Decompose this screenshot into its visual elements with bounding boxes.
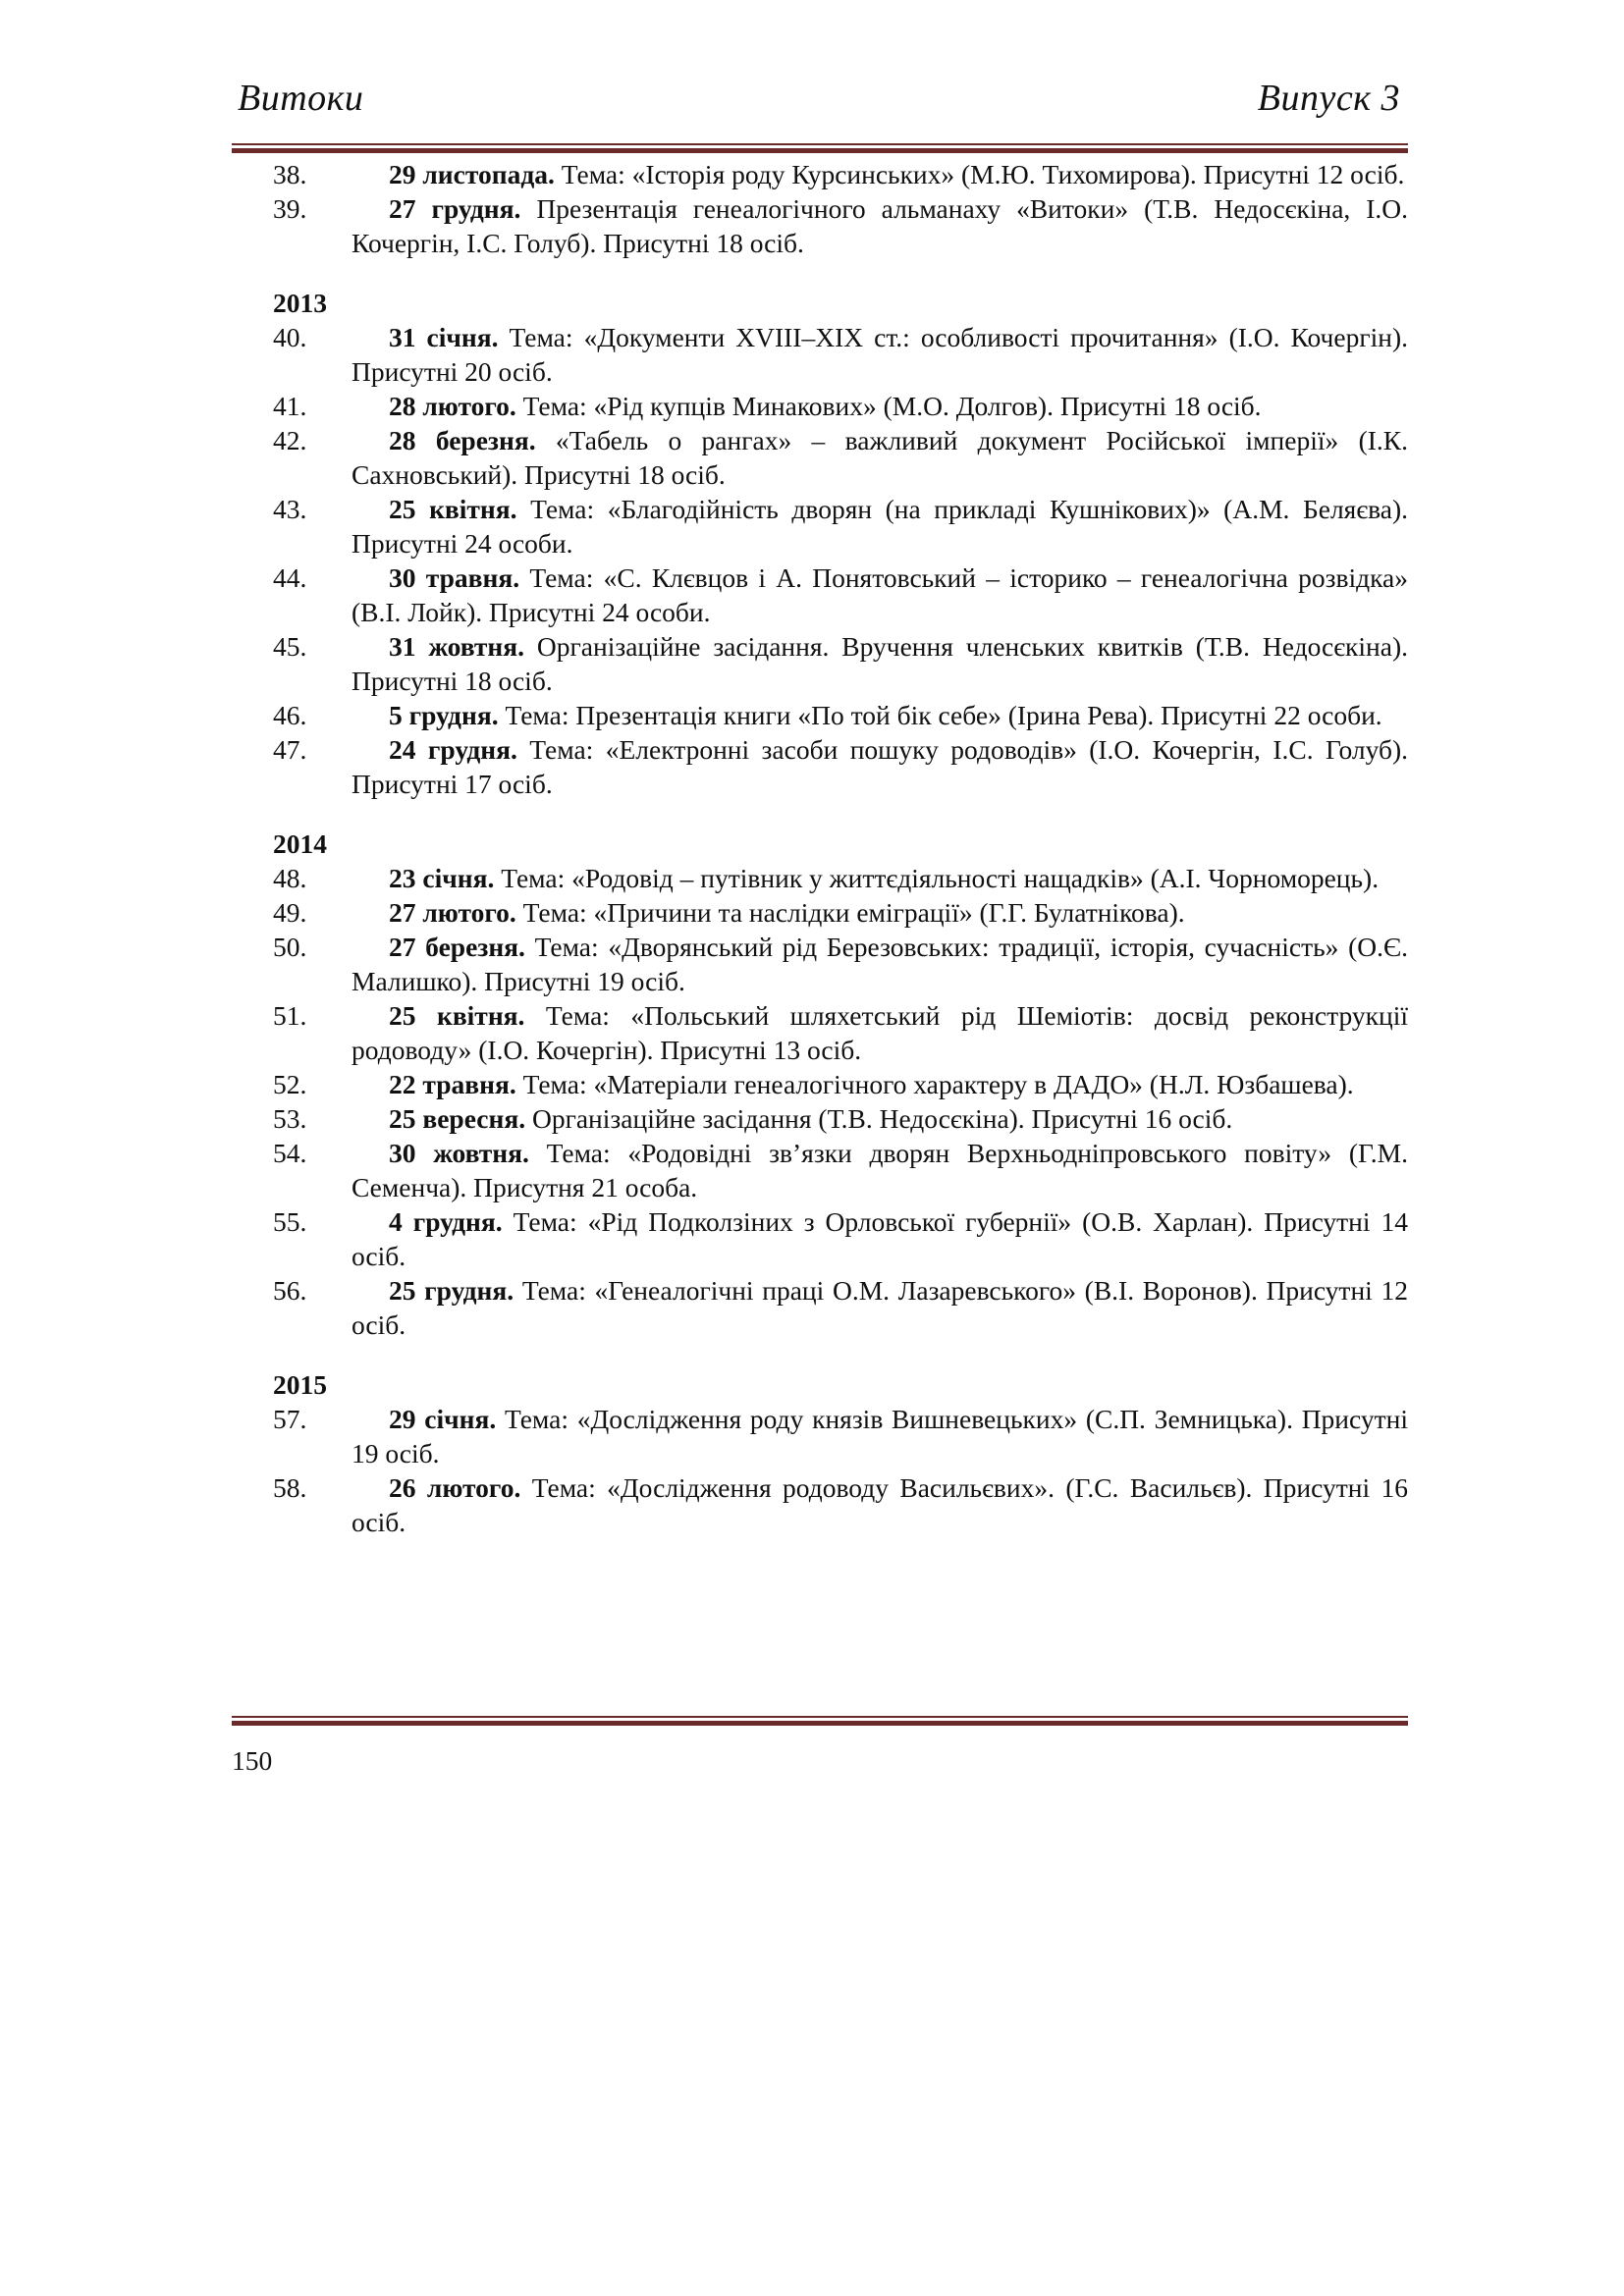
meeting-entry xyxy=(273,191,1408,260)
meeting-entry xyxy=(273,895,1408,930)
entry-text: Тема: «Дослідження роду князів Вишневецьких» (С.П. Земницька). Присутні 19 осіб. xyxy=(352,1404,1408,1468)
entry-date: 30 травня. xyxy=(389,562,520,593)
meeting-entry xyxy=(273,1136,1408,1204)
entry-number: 48. xyxy=(273,863,307,893)
entry-date: 25 вересня. xyxy=(389,1103,526,1134)
entry-number: 47. xyxy=(273,734,307,765)
entry-date: 30 жовтня. xyxy=(389,1138,529,1168)
meeting-entry xyxy=(273,389,1408,423)
entry-date: 5 грудня. xyxy=(389,700,499,730)
page-number: 150 xyxy=(232,1745,273,1776)
entry-text: Тема: «Родовідні зв’язки дворян Верхньодніпровського повіту» (Г.М. Семенча). Присутня 21 особа. xyxy=(352,1138,1408,1202)
entry-number: 45. xyxy=(273,631,307,662)
meeting-entry xyxy=(273,998,1408,1067)
entry-number: 56. xyxy=(273,1275,307,1306)
entry-body xyxy=(273,1273,1408,1342)
entry-body xyxy=(273,998,1408,1067)
meeting-entry xyxy=(273,930,1408,998)
entry-number: 53. xyxy=(273,1103,307,1134)
entry-body xyxy=(273,389,1408,423)
entry-body xyxy=(273,861,1408,895)
entry-number: 43. xyxy=(273,494,307,524)
entry-body xyxy=(273,1204,1408,1273)
entry-number: 44. xyxy=(273,562,307,593)
entry-number: 54. xyxy=(273,1138,307,1168)
meeting-entry xyxy=(273,1101,1408,1136)
entry-date: 31 січня. xyxy=(389,322,499,352)
entry-number: 51. xyxy=(273,1000,307,1031)
entry-text: Тема: «Родовід – путівник у життєдіяльності нащадків» (А.І. Чорноморець). xyxy=(494,863,1380,893)
entry-text: Організаційне засідання. Вручення членських квитків (Т.В. Недосєкіна). Присутні 18 осіб. xyxy=(352,631,1408,696)
entry-body xyxy=(273,561,1408,629)
meeting-entry xyxy=(273,698,1408,732)
footer-rule-thin-line xyxy=(232,1716,1408,1718)
meeting-entry xyxy=(273,732,1408,801)
entry-text: Тема: «Історія роду Курсинських» (М.Ю. Тихомирова). Присутні 12 осіб. xyxy=(554,159,1405,189)
entry-number: 52. xyxy=(273,1069,307,1099)
year-heading: 2013 xyxy=(273,288,327,318)
entry-number: 46. xyxy=(273,700,307,730)
year-heading: 2014 xyxy=(273,828,327,859)
entry-date: 31 жовтня. xyxy=(389,631,524,662)
entry-body xyxy=(273,1136,1408,1204)
entry-date: 27 березня. xyxy=(389,932,525,962)
entry-body xyxy=(273,423,1408,492)
meeting-entry xyxy=(273,423,1408,492)
entry-number: 40. xyxy=(273,322,307,352)
entry-text: Тема: «С. Клєвцов і А. Понятовський – історико – генеалогічна розвідка» (В.І. Лойк). Присутні 24 особи. xyxy=(352,562,1408,627)
entry-body xyxy=(273,157,1408,191)
entry-text: Тема: «Рід купців Минакових» (М.О. Долгов). Присутні 18 осіб. xyxy=(515,391,1262,421)
entry-text: Тема: «Благодійність дворян (на прикладі Кушнікових)» (А.М. Беляєва). Присутні 24 особи. xyxy=(352,494,1408,559)
entry-body xyxy=(273,1402,1408,1470)
entry-text: Тема: «Дослідження родоводу Васильєвих». (Г.С. Васильєв). Присутні 16 осіб. xyxy=(352,1472,1409,1537)
entry-body xyxy=(273,492,1408,561)
meeting-entry xyxy=(273,320,1408,389)
meeting-entry xyxy=(273,1204,1408,1273)
header-rule-thick-line xyxy=(232,148,1408,153)
entry-number: 58. xyxy=(273,1472,307,1503)
meeting-entry xyxy=(273,492,1408,561)
meeting-entry xyxy=(273,1067,1408,1101)
entry-body xyxy=(273,732,1408,801)
meeting-entry xyxy=(273,1470,1408,1539)
meetings-list xyxy=(273,157,1408,1539)
entry-number: 55. xyxy=(273,1206,307,1237)
entry-text: Тема: «Матеріали генеалогічного характеру в ДАДО» (Н.Л. Юзбашева). xyxy=(515,1069,1354,1099)
meeting-entry xyxy=(273,1273,1408,1342)
entry-body xyxy=(273,698,1408,732)
year-heading: 2015 xyxy=(273,1369,327,1400)
entry-number: 42. xyxy=(273,425,307,455)
entry-text: Організаційне засідання (Т.В. Недосєкіна). Присутні 16 осіб. xyxy=(525,1103,1233,1134)
entry-text: Тема: Презентація книги «По той бік себе» (Ірина Рева). Присутні 22 особи. xyxy=(498,700,1382,730)
meeting-entry xyxy=(273,1402,1408,1470)
journal-title: Витоки xyxy=(238,78,364,119)
entry-text: Презентація генеалогічного альманаху «Витоки» (Т.В. Недосєкіна, І.О. Кочергін, І.С. Голуб). Присутні 18 осіб. xyxy=(352,193,1408,258)
meeting-entry xyxy=(273,629,1408,698)
entry-body xyxy=(273,191,1408,260)
issue-label: Випуск 3 xyxy=(1257,78,1400,119)
entry-number: 50. xyxy=(273,932,307,962)
entry-number: 57. xyxy=(273,1404,307,1434)
entry-text: Тема: «Польський шляхетський рід Шеміотів: досвід реконструкції родоводу» (І.О. Кочергін). Присутні 13 осіб. xyxy=(352,1000,1408,1065)
entry-date: 28 лютого. xyxy=(389,391,516,421)
entry-date: 28 березня. xyxy=(389,425,536,455)
entry-date: 27 грудня. xyxy=(389,193,521,224)
entry-number: 41. xyxy=(273,391,307,421)
entry-date: 29 січня. xyxy=(389,1404,497,1434)
entry-date: 24 грудня. xyxy=(389,734,517,765)
footer-rule xyxy=(232,1716,1408,1726)
entry-date: 23 січня. xyxy=(389,863,495,893)
entry-date: 29 листопада. xyxy=(389,159,555,189)
entry-text: Тема: «Дворянський рід Березовських: традиції, історія, сучасність» (О.Є. Малишко). Присутні 19 осіб. xyxy=(352,932,1408,996)
entry-number: 39. xyxy=(273,193,307,224)
footer-rule-thick-line xyxy=(232,1721,1408,1726)
header-rule-thin-line xyxy=(232,143,1408,145)
entry-date: 22 травня. xyxy=(389,1069,516,1099)
entry-text: «Табель о рангах» – важливий документ Російської імперії» (І.К. Сахновський). Присутні 18 осіб. xyxy=(352,425,1408,490)
entry-body xyxy=(273,629,1408,698)
entry-body xyxy=(273,1470,1408,1539)
entry-body xyxy=(273,1067,1408,1101)
entry-number: 49. xyxy=(273,897,307,928)
meeting-entry xyxy=(273,157,1408,191)
entry-date: 25 квітня. xyxy=(389,1000,525,1031)
entry-body xyxy=(273,320,1408,389)
header-rule xyxy=(232,143,1408,153)
entry-body xyxy=(273,895,1408,930)
entry-number: 38. xyxy=(273,159,307,189)
entry-text: Тема: «Причини та наслідки еміграції» (Г.Г. Булатнікова). xyxy=(515,897,1185,928)
entry-body xyxy=(273,930,1408,998)
entry-date: 25 квітня. xyxy=(389,494,517,524)
entry-text: Тема: «Генеалогічні праці О.М. Лазаревського» (В.І. Воронов). Присутні 12 осіб. xyxy=(352,1275,1408,1340)
meeting-entry xyxy=(273,561,1408,629)
entry-text: Тема: «Документи XVIII–XIX ст.: особливості прочитання» (І.О. Кочергін). Присутні 20 осіб. xyxy=(352,322,1408,387)
entry-date: 4 грудня. xyxy=(389,1206,503,1237)
entry-date: 25 грудня. xyxy=(389,1275,514,1306)
running-header xyxy=(232,69,1408,128)
meeting-entry xyxy=(273,861,1408,895)
entry-text: Тема: «Рід Подколзіних з Орловської губернії» (О.В. Харлан). Присутні 14 осіб. xyxy=(352,1206,1408,1271)
entry-body xyxy=(273,1101,1408,1136)
entry-date: 26 лютого. xyxy=(389,1472,521,1503)
entry-text: Тема: «Електронні засоби пошуку родоводів» (І.О. Кочергін, І.С. Голуб). Присутні 17 осіб. xyxy=(352,734,1408,799)
entry-date: 27 лютого. xyxy=(389,897,516,928)
